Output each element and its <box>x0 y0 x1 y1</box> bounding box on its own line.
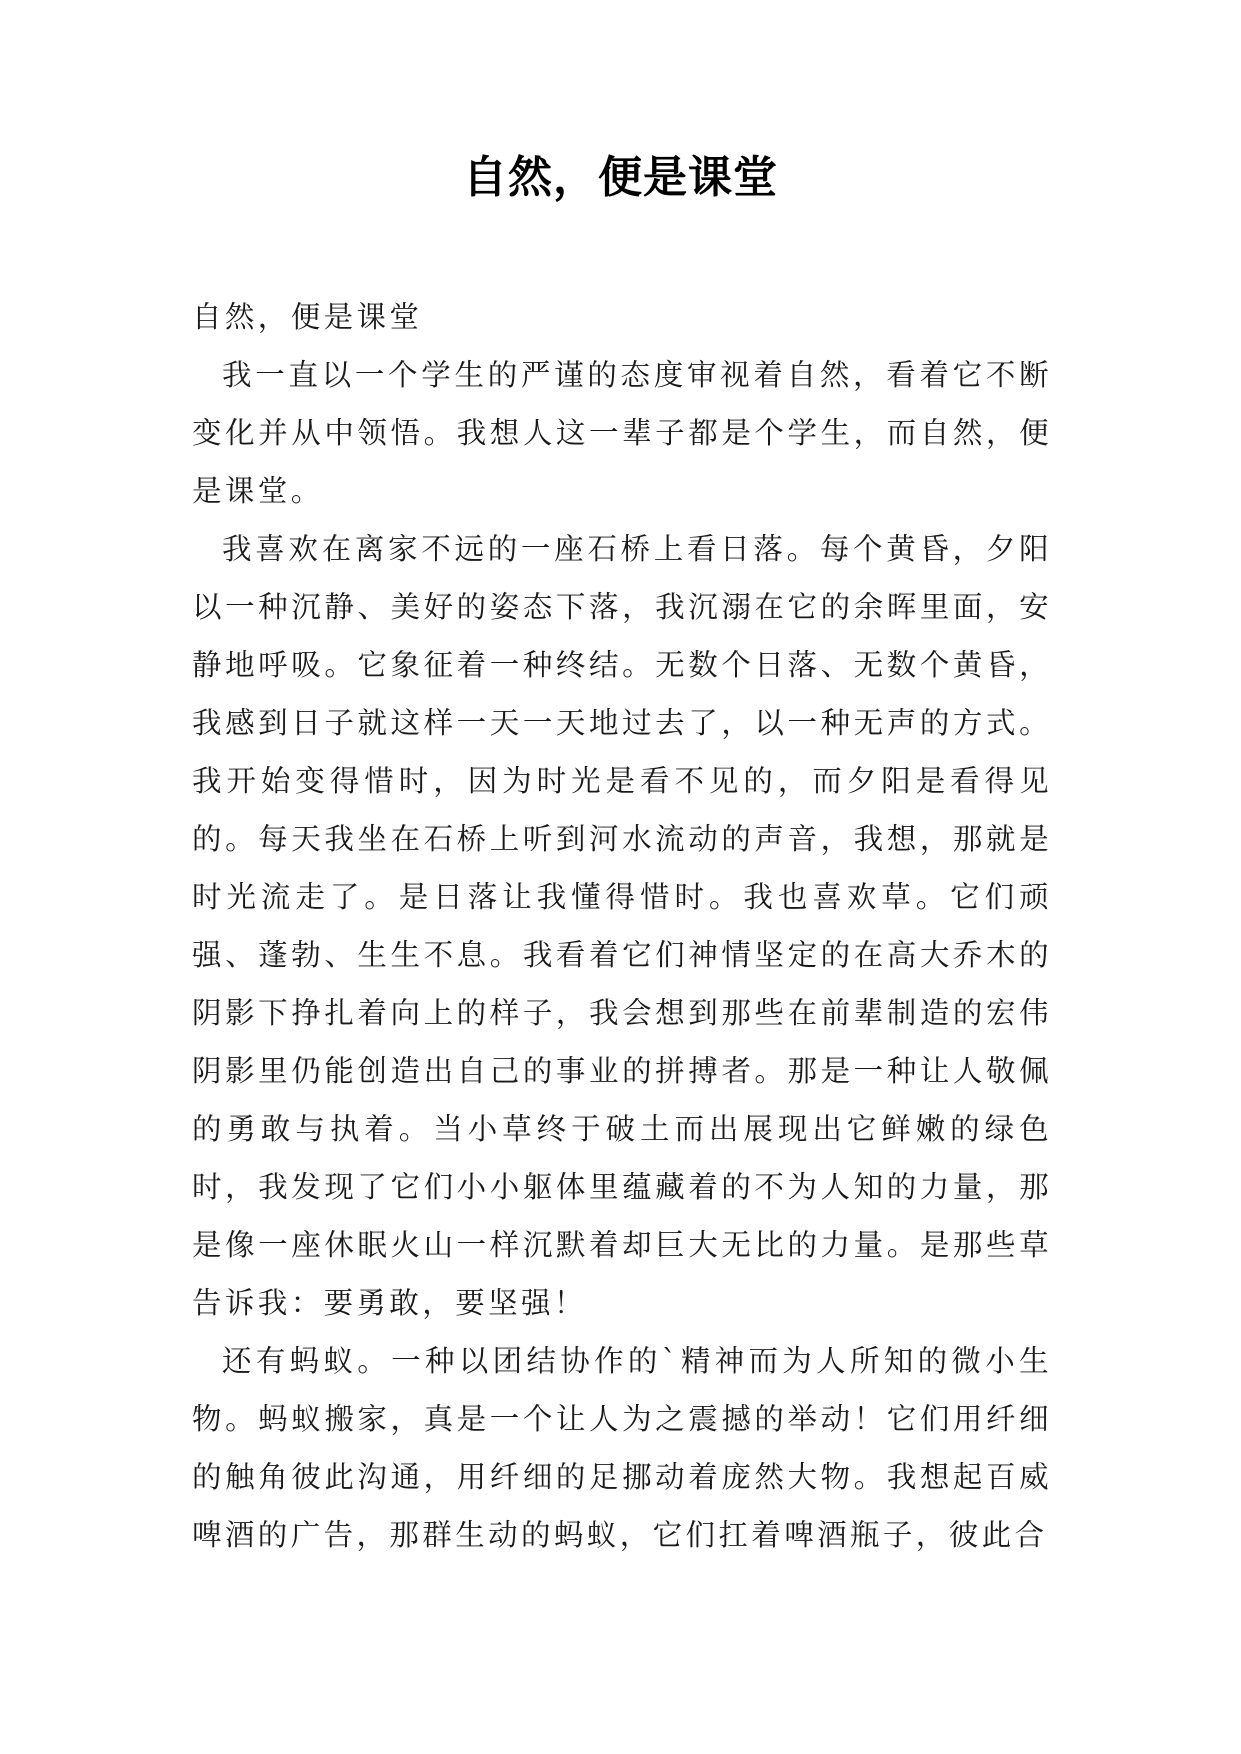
body-subtitle: 自然，便是课堂 <box>192 300 423 334</box>
document-body <box>192 288 1052 1564</box>
paragraph: 还有蚂蚁。一种以团结协作的`精神而为人所知的微小生物。蚂蚁搬家，真是一个让人为之震撼的举动！它们用纤细的触角彼此沟通，用纤细的足挪动着庞然大物。我想起百威啤酒的广告，那群生动的蚂蚁，它们扛着啤酒瓶子，彼此合 <box>192 1344 1052 1552</box>
paragraph: 我喜欢在离家不远的一座石桥上看日落。每个黄昏，夕阳以一种沉静、美好的姿态下落，我沉溺在它的余晖里面，安静地呼吸。它象征着一种终结。无数个日落、无数个黄昏，我感到日子就这样一天一天地过去了，以一种无声的方式。我开始变得惜时，因为时光是看不见的，而夕阳是看得见的。每天我坐在石桥上听到河水流动的声音，我想，那就是时光流走了。是日落让我懂得惜时。我也喜欢草。它们顽强、蓬勃、生生不息。我看着它们神情坚定的在高大乔木的阴影下挣扎着向上的样子，我会想到那些在前辈制造的宏伟阴影里仍能创造出自己的事业的拼搏者。那是一种让人敬佩的勇敢与执着。当小草终于破土而出展现出它鲜嫩的绿色时，我发现了它们小小躯体里蕴藏着的不为人知的力量，那是像一座休眠火山一样沉默着却巨大无比的力量。是那些草告诉我：要勇敢，要坚强！ <box>192 532 1052 1320</box>
document-title: 自然，便是课堂 <box>463 152 778 203</box>
paragraph: 我一直以一个学生的严谨的态度审视着自然，看着它不断变化并从中领悟。我想人这一辈子都是个学生，而自然，便是课堂。 <box>192 358 1052 508</box>
